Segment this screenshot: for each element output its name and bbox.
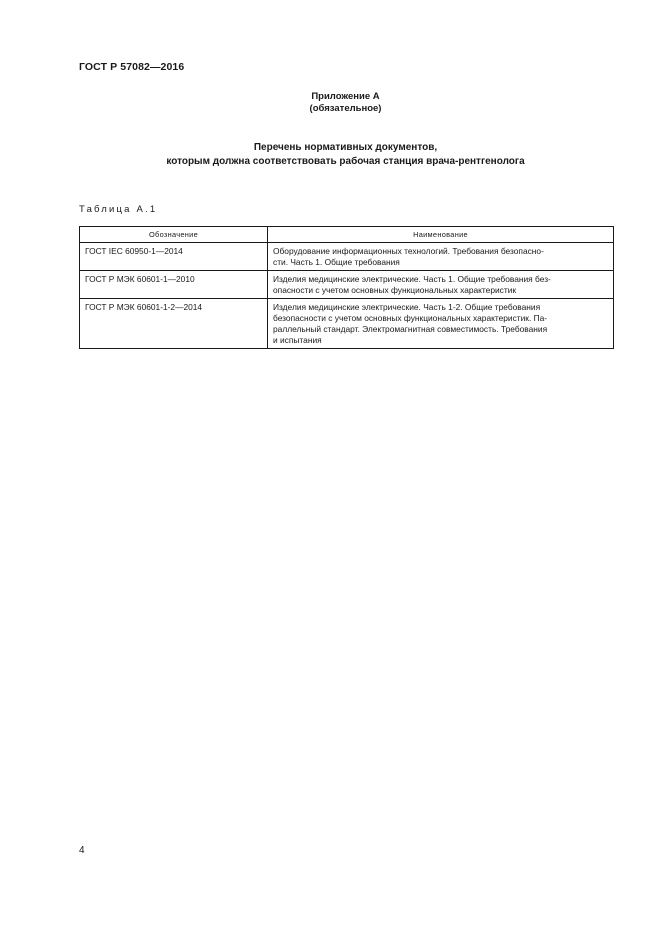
standard-id-header: ГОСТ Р 57082—2016 xyxy=(79,61,185,73)
name-line: Изделия медицинские электрические. Часть 1-2. Общие требования xyxy=(273,302,541,312)
name-line: безопасности с учетом основных функциональных характеристик. Па- xyxy=(273,313,548,323)
name-cell xyxy=(268,299,614,349)
title-line-1: Перечень нормативных документов, xyxy=(253,142,438,153)
annex-status: (обязательное) xyxy=(309,103,382,114)
designation-cell: ГОСТ IEC 60950-1—2014 xyxy=(80,243,268,271)
name-line: и испытания xyxy=(273,335,322,345)
name-line: Изделия медицинские электрические. Часть 1. Общие требования без- xyxy=(273,274,551,284)
table-row xyxy=(80,271,614,299)
title-line-2: которым должна соответствовать рабочая станция врача-рентгенолога xyxy=(166,155,525,167)
table-row xyxy=(80,299,614,349)
name-line: раллельный стандарт. Электромагнитная совместимость. Требования xyxy=(273,324,548,334)
page-number: 4 xyxy=(79,845,85,856)
annex-title: Приложение А xyxy=(311,91,380,102)
standards-table xyxy=(79,226,614,349)
name-line: сти. Часть 1. Общие требования xyxy=(273,257,400,267)
designation-cell: ГОСТ Р МЭК 60601-1-2—2014 xyxy=(80,299,268,349)
table-caption: Таблица А.1 xyxy=(79,204,158,215)
name-cell xyxy=(268,271,614,299)
name-line: опасности с учетом основных функциональных характеристик xyxy=(273,285,517,295)
normative-documents-title xyxy=(0,141,661,168)
designation-cell: ГОСТ Р МЭК 60601-1—2010 xyxy=(80,271,268,299)
column-header-designation: Обозначение xyxy=(80,227,268,243)
table-row xyxy=(80,243,614,271)
name-line: Оборудование информационных технологий. Требования безопасно- xyxy=(273,246,544,256)
table-header-row xyxy=(80,227,614,243)
name-cell xyxy=(268,243,614,271)
column-header-name: Наименование xyxy=(268,227,614,243)
